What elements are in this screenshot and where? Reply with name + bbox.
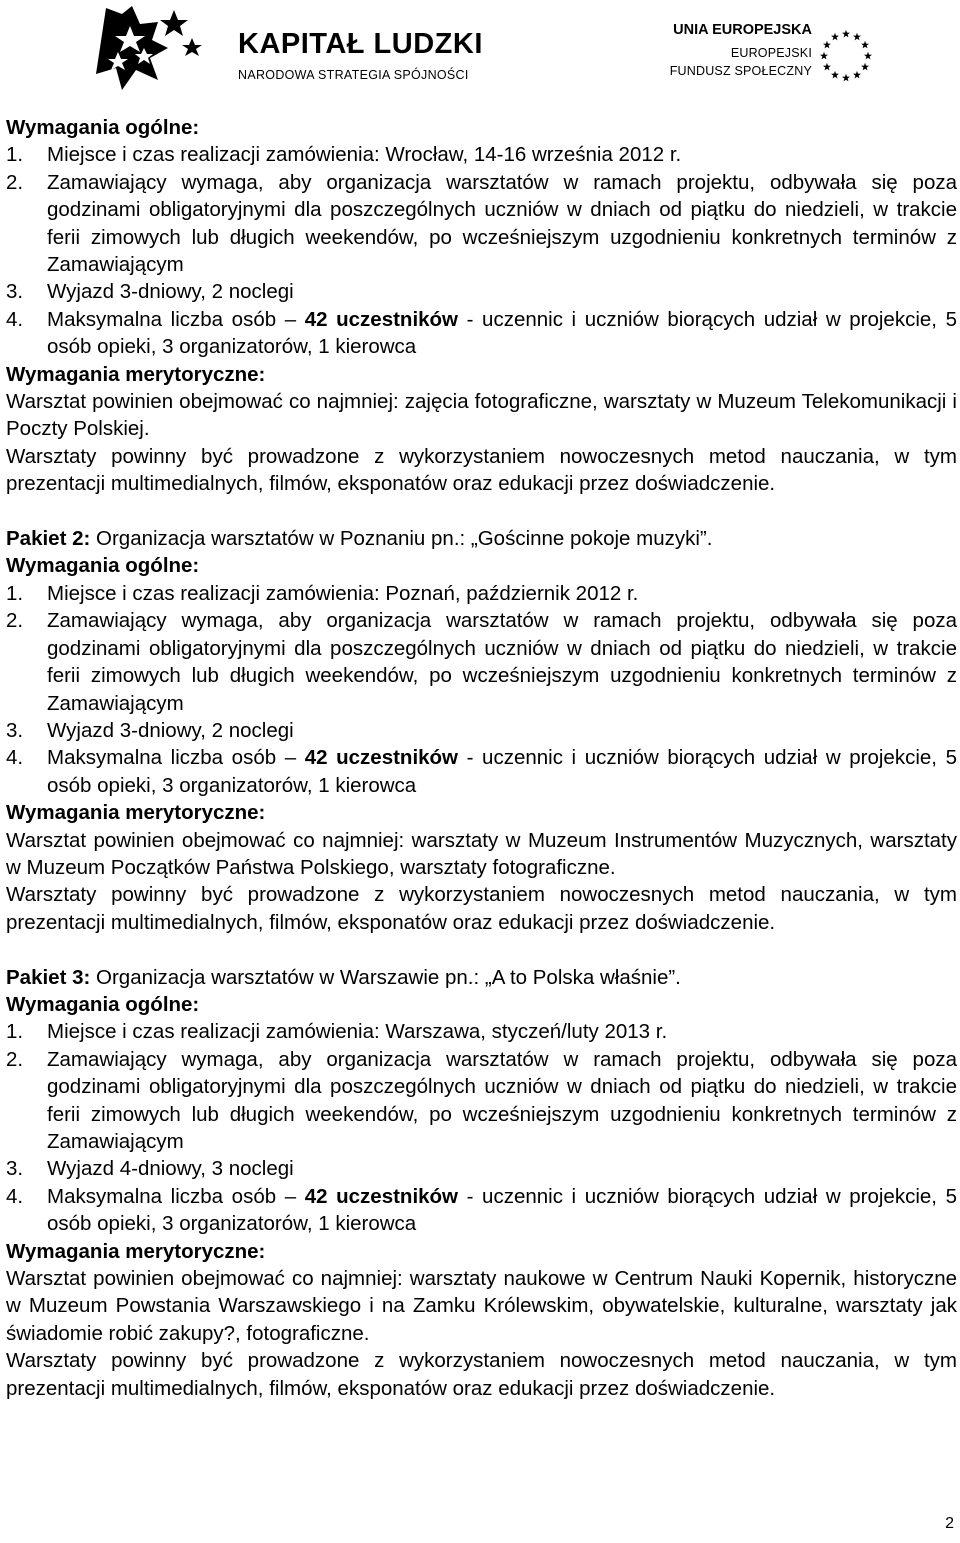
section2-merit-heading: Wymagania merytoryczne: (6, 801, 266, 825)
list-text: Miejsce i czas realizacji zamówienia: Poznań, październik 2012 r. (47, 581, 639, 605)
list-number: 3. (6, 280, 24, 304)
package-name: Organizacja warsztatów w Warszawie pn.: „A to Polska właśnie”. (90, 965, 681, 989)
package-name: Organizacja warsztatów w Poznaniu pn.: „Gościnne pokoje muzyki”. (90, 527, 713, 551)
list-text-post: - uczennic i uczniów biorących udział w projekcie, 5 osób opieki, 3 organizatorów, 1 kierowca (47, 307, 957, 359)
eu-star-icon (861, 41, 869, 49)
list-number: 2. (6, 1047, 24, 1071)
list-number: 1. (6, 1020, 24, 1044)
section3-item-4 (6, 1183, 957, 1238)
list-number: 2. (6, 170, 24, 194)
section3-item-1 (6, 1018, 957, 1045)
list-text: Wyjazd 3-dniowy, 2 noclegi (47, 280, 294, 304)
list-text: Wyjazd 3-dniowy, 2 noclegi (47, 718, 294, 742)
page-header (0, 0, 960, 100)
eu-star-icon (853, 33, 861, 41)
eu-star-icon (864, 52, 872, 60)
eu-star-icon (842, 30, 850, 38)
section1-merit-heading: Wymagania merytoryczne: (6, 362, 266, 386)
section2-general-heading: Wymagania ogólne: (6, 554, 200, 578)
list-number: 1. (6, 581, 24, 605)
section3-merit-heading: Wymagania merytoryczne: (6, 1239, 266, 1263)
package-label: Pakiet 3: (6, 965, 91, 989)
section3-item-2 (6, 1046, 957, 1156)
section3-item-3 (6, 1155, 957, 1182)
eu-star-icon (831, 33, 839, 41)
list-text: Zamawiający wymaga, aby organizacja warsztatów w ramach projektu, odbywała się poza godzinami obligatoryjnymi dla poszczególnych uczniów w dniach od piątku do niedzieli, w trakcie ferii zimowych lub długich weekendów, po wcześniejszym uzgodnieniu konkretnych terminów z Zamawiającym (47, 170, 957, 277)
list-text-pre: Maksymalna liczba osób – (47, 746, 305, 770)
eu-logo-line2: EUROPEJSKI (730, 46, 812, 60)
kapital-ludzki-logo (72, 4, 483, 86)
participants-count: 42 uczestników (304, 746, 459, 770)
list-text-pre: Maksymalna liczba osób – (47, 1184, 305, 1208)
list-text-post: - uczennic i uczniów biorących udział w projekcie, 5 osób opieki, 3 organizatorów, 1 kierowca (47, 1184, 957, 1236)
list-text: Zamawiający wymaga, aby organizacja warsztatów w ramach projektu, odbywała się poza godzinami obligatoryjnymi dla poszczególnych uczniów w dniach od piątku do niedzieli, w trakcie ferii zimowych lub długich weekendów, po wcześniejszym uzgodnieniu konkretnych terminów z Zamawiającym (47, 1047, 957, 1153)
section2-item-4 (6, 744, 957, 799)
list-number: 2. (6, 609, 24, 633)
section3-merit-para2: Warsztaty powinny być prowadzone z wykorzystaniem nowoczesnych metod nauczania, w tym prezentacji multimedialnych, filmów, eksponatów oraz edukacji przez doświadczenie. (6, 1349, 957, 1400)
list-text-post: - uczennic i uczniów biorących udział w projekcie, 5 osób opieki, 3 organizatorów, 1 kierowca (47, 746, 957, 797)
eu-star-icon (823, 41, 831, 49)
kapital-ludzki-subtitle: NARODOWA STRATEGIA SPÓJNOŚCI (238, 68, 469, 82)
eu-star-icon (820, 52, 828, 60)
section3-general-heading: Wymagania ogólne: (6, 992, 200, 1016)
list-text: Miejsce i czas realizacji zamówienia: Wrocław, 14-16 września 2012 r. (47, 143, 682, 167)
section3-merit-para1: Warsztat powinien obejmować co najmniej: warsztaty naukowe w Centrum Nauki Kopernik, historyczne w Muzeum Powstania Warszawskiego i na Zamku Królewskim, obywatelskie, kulturalne, warsztaty jak świadomie robić zakupy?, fotograficzne. (6, 1267, 957, 1345)
section1-item-4 (6, 306, 957, 361)
participants-count: 42 uczestników (304, 307, 459, 331)
list-text: Wyjazd 4-dniowy, 3 noclegi (47, 1157, 294, 1181)
participants-count: 42 uczestników (304, 1184, 459, 1208)
eu-logo-line1: UNIA EUROPEJSKA (673, 22, 812, 38)
section2-merit-para2: Warsztaty powinny być prowadzone z wykorzystaniem nowoczesnych metod nauczania, w tym prezentacji multimedialnych, filmów, eksponatów oraz edukacji przez doświadczenie. (6, 883, 957, 934)
eu-star-icon (823, 63, 831, 71)
list-text: Miejsce i czas realizacji zamówienia: Warszawa, styczeń/luty 2013 r. (47, 1020, 668, 1044)
document-body (6, 114, 957, 1402)
kapital-ludzki-stars-icon (92, 4, 232, 92)
kapital-ludzki-title: KAPITAŁ LUDZKI (238, 28, 483, 60)
section2-item-3 (6, 717, 957, 744)
section1-item-3 (6, 278, 957, 305)
section1-item-2 (6, 169, 957, 279)
list-text (47, 306, 957, 361)
section2-merit-para1: Warsztat powinien obejmować co najmniej: warsztaty w Muzeum Instrumentów Muzycznych, warsztaty w Muzeum Początków Państwa Polskiego, warsztaty fotograficzne. (6, 828, 957, 879)
list-text (47, 744, 957, 799)
eu-star-icon (831, 71, 839, 79)
list-text-pre: Maksymalna liczba osób – (47, 307, 305, 331)
section2-package-title (6, 525, 957, 552)
list-number: 4. (6, 307, 24, 331)
section1-merit-para2: Warsztaty powinny być prowadzone z wykorzystaniem nowoczesnych metod nauczania, w tym prezentacji multimedialnych, filmów, eksponatów oraz edukacji przez doświadczenie. (6, 444, 957, 496)
list-text: Zamawiający wymaga, aby organizacja warsztatów w ramach projektu, odbywała się poza godzinami obligatoryjnymi dla poszczególnych uczniów w dniach od piątku do niedzieli, w trakcie ferii zimowych lub długich weekendów, po wcześniejszym uzgodnieniu konkretnych terminów z Zamawiającym (47, 609, 957, 715)
list-number: 4. (6, 1184, 24, 1208)
list-number: 3. (6, 1157, 24, 1181)
eu-logo-line3: FUNDUSZ SPOŁECZNY (669, 64, 812, 78)
list-number: 3. (6, 718, 24, 742)
page-number: 2 (945, 1515, 954, 1532)
section3-package-title (6, 964, 957, 991)
section2-item-2 (6, 607, 957, 717)
eu-star-icon (853, 71, 861, 79)
package-label: Pakiet 2: (6, 527, 91, 551)
eu-flag-icon (816, 26, 876, 86)
section1-general-heading: Wymagania ogólne: (6, 116, 200, 139)
list-number: 4. (6, 746, 24, 770)
section1-merit-para1: Warsztat powinien obejmować co najmniej: zajęcia fotograficzne, warsztaty w Muzeum Telekomunikacji i Poczty Polskiej. (6, 390, 957, 441)
eu-logo (648, 12, 898, 84)
list-text (47, 1183, 957, 1238)
list-number: 1. (6, 143, 24, 167)
section1-item-1 (6, 141, 957, 168)
eu-star-icon (842, 74, 850, 82)
eu-star-icon (861, 63, 869, 71)
section2-item-1 (6, 580, 957, 607)
